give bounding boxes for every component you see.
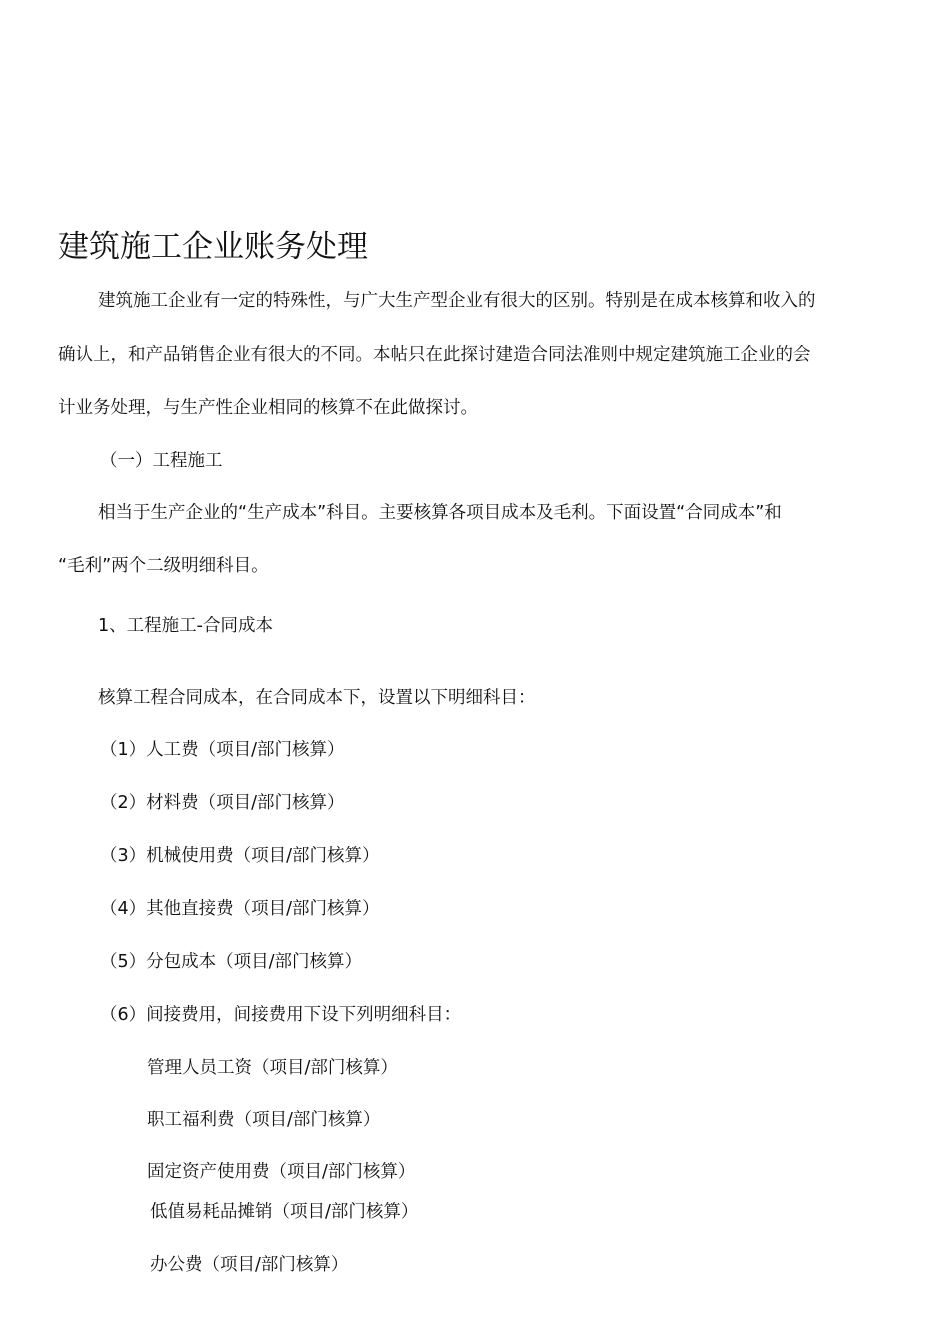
sub-list-item: 职工福利费（项目/部门核算） — [147, 1110, 381, 1130]
list-item: （6）间接费用，间接费用下设下列明细科目： — [100, 1005, 462, 1025]
sub-list-item: 办公费（项目/部门核算） — [150, 1255, 349, 1275]
list-item: （5）分包成本（项目/部门核算） — [100, 952, 363, 972]
section-desc-line-1: 相当于生产企业的“生产成本”科目。主要核算各项目成本及毛利。下面设置“合同成本”和 — [98, 503, 782, 523]
subsection-desc: 核算工程合同成本，在合同成本下，设置以下明细科目： — [98, 688, 536, 708]
document-title: 建筑施工企业账务处理 — [58, 229, 368, 265]
sub-list-item: 固定资产使用费（项目/部门核算） — [147, 1162, 416, 1182]
sub-list-item: 管理人员工资（项目/部门核算） — [147, 1058, 398, 1078]
intro-line-1: 建筑施工企业有一定的特殊性，与广大生产型企业有很大的区别。特别是在成本核算和收入的 — [98, 291, 816, 311]
section-desc-line-2: “毛利”两个二级明细科目。 — [58, 556, 269, 576]
intro-line-2: 确认上，和产品销售企业有很大的不同。本帖只在此探讨建造合同法准则中规定建筑施工企业的会 — [58, 345, 811, 365]
sub-list-item: 低值易耗品摊销（项目/部门核算） — [150, 1202, 419, 1222]
intro-line-3: 计业务处理，与生产性企业相同的核算不在此做探讨。 — [58, 398, 478, 418]
list-item: （2）材料费（项目/部门核算） — [100, 793, 345, 813]
list-item: （4）其他直接费（项目/部门核算） — [100, 899, 380, 919]
subsection-heading: 1、工程施工-合同成本 — [98, 616, 273, 636]
section-heading: （一）工程施工 — [100, 451, 223, 471]
list-item: （3）机械使用费（项目/部门核算） — [100, 846, 380, 866]
list-item: （1）人工费（项目/部门核算） — [100, 740, 345, 760]
